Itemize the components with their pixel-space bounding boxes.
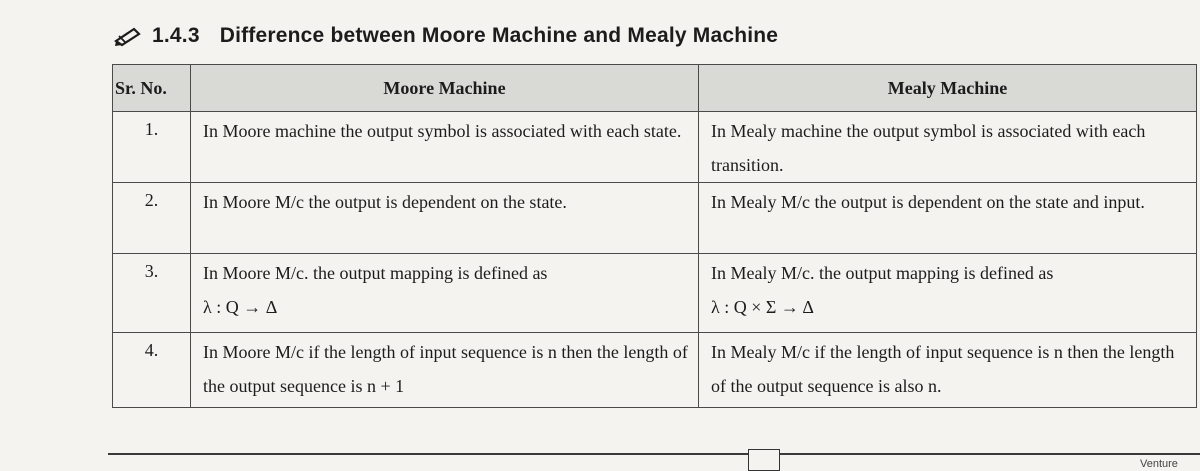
mealy-cell: In Mealy M/c the output is dependent on the state and input. bbox=[699, 183, 1197, 254]
table-header-row bbox=[113, 65, 1197, 112]
page-logo-icon bbox=[748, 449, 780, 471]
table-row bbox=[113, 333, 1197, 408]
mealy-cell bbox=[699, 254, 1197, 333]
mealy-text: In Mealy M/c. the output mapping is defined as bbox=[711, 263, 1054, 283]
header-mealy: Mealy Machine bbox=[699, 65, 1197, 112]
pencil-icon bbox=[114, 25, 142, 47]
table-row bbox=[113, 183, 1197, 254]
mealy-cell: In Mealy M/c if the length of input sequence is n then the length of the output sequence is also n. bbox=[699, 333, 1197, 408]
footer-rule bbox=[108, 453, 1200, 455]
row-number: 4. bbox=[113, 333, 191, 408]
comparison-table bbox=[112, 64, 1197, 408]
row-number: 2. bbox=[113, 183, 191, 254]
section-heading bbox=[114, 24, 778, 48]
moore-cell: In Moore machine the output symbol is associated with each state. bbox=[191, 112, 699, 183]
section-number: 1.4.3 bbox=[152, 24, 200, 47]
footer-text: Venture bbox=[1140, 458, 1178, 470]
row-number: 1. bbox=[113, 112, 191, 183]
mealy-cell: In Mealy machine the output symbol is associated with each transition. bbox=[699, 112, 1197, 183]
row-number: 3. bbox=[113, 254, 191, 333]
moore-cell bbox=[191, 254, 699, 333]
section-title: Difference between Moore Machine and Mealy Machine bbox=[219, 24, 779, 47]
moore-formula: λ : Q → Δ bbox=[203, 297, 278, 317]
mealy-formula: λ : Q × Σ → Δ bbox=[711, 297, 814, 317]
table-row bbox=[113, 254, 1197, 333]
table-row bbox=[113, 112, 1197, 183]
moore-cell: In Moore M/c if the length of input sequence is n then the length of the output sequence is n + 1 bbox=[191, 333, 699, 408]
header-moore: Moore Machine bbox=[191, 65, 699, 112]
header-sr-no: Sr. No. bbox=[113, 65, 191, 112]
moore-cell: In Moore M/c the output is dependent on the state. bbox=[191, 183, 699, 254]
moore-text: In Moore M/c. the output mapping is defined as bbox=[203, 263, 548, 283]
